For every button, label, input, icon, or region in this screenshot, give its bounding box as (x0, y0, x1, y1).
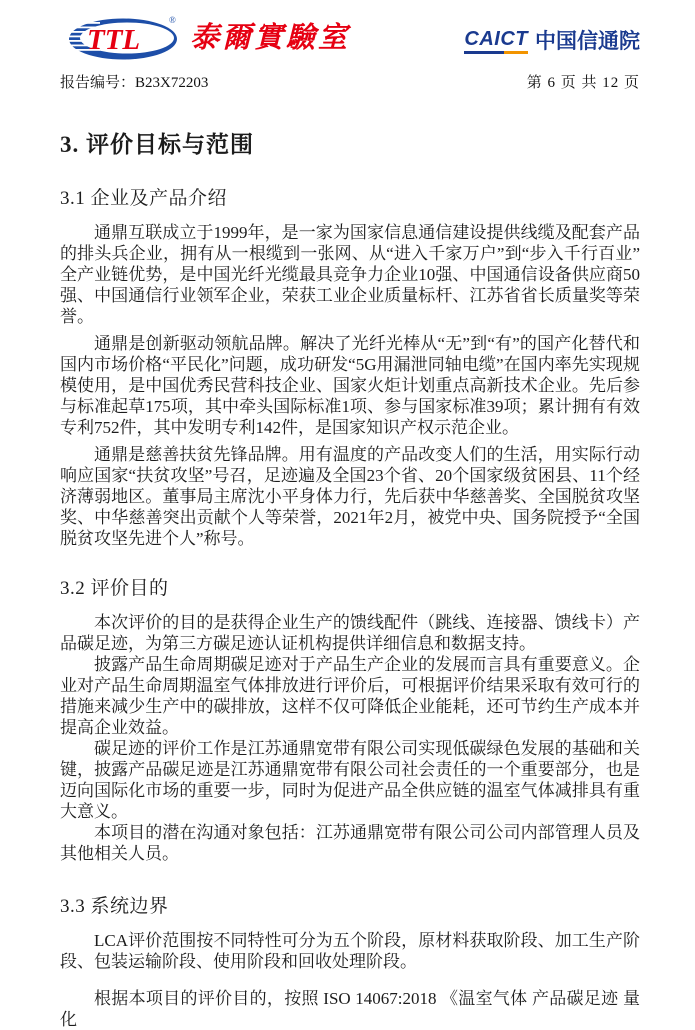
paragraph: 通鼎是创新驱动领航品牌。解决了光纤光棒从“无”到“有”的国产化替代和国内市场价格“平民化”问题，成功研发“5G用漏泄同轴电缆”在国内率先实现规模使用，是中国优秀民营科技企业、国家火炬计划重点高新技术企业。先后参与标准起草175项，其中牵头国际标准1项、参与国家标准39项；累计拥有有效专利752件，其中发明专利142件，是国家知识产权示范企业。 (60, 334, 640, 437)
ttl-logo-icon (66, 15, 188, 61)
section-3-1-paragraphs (60, 222, 640, 549)
section-3-title: 3. 评价目标与范围 (60, 132, 254, 157)
section-3-3-title: 3.3 系统边界 (60, 896, 169, 917)
paragraph: 本次评价的目的是获得企业生产的馈线配件（跳线、连接器、馈线卡）产品碳足迹，为第三方碳足迹认证机构提供详细信息和数据支持。 (60, 613, 640, 653)
paragraph: LCA评价范围按不同特性可分为五个阶段，原材料获取阶段、加工生产阶段、包装运输阶段、使用阶段和回收处理阶段。 (60, 931, 640, 971)
paragraph: 通鼎是慈善扶贫先锋品牌。用有温度的产品改变人们的生活，用实际行动响应国家“扶贫攻坚”号召，足迹遍及全国23个省、20个国家级贫困县、11个经济薄弱地区。董事局主席沈小平身体力行，先后获中华慈善奖、全国脱贫攻坚奖、中华慈善突出贡献个人等荣誉，2021年2月，被党中央、国务院授予“全国脱贫攻坚先进个人”称号。 (60, 445, 640, 548)
section-3-3-paragraphs (60, 930, 640, 1030)
report-number: 报告编号：B23X72203 (60, 75, 209, 91)
page-indicator: 第 6 页 共 12 页 (526, 75, 640, 91)
report-body (60, 126, 640, 1030)
ttl-logo-chinese-name: 泰爾實驗室 (190, 21, 351, 54)
caict-abbr-text: CAICT (464, 27, 528, 50)
logo-row (60, 14, 640, 62)
section-3-1-title: 3.1 企业及产品介绍 (60, 188, 228, 209)
section-3-2-title: 3.2 评价目的 (60, 578, 169, 599)
ttl-abbr-text: TTL (87, 24, 141, 56)
page-header (60, 14, 640, 92)
header-meta-row (60, 71, 640, 92)
paragraph: 本项目的潜在沟通对象包括：江苏通鼎宽带有限公司公司内部管理人员及其他相关人员。 (60, 823, 640, 863)
paragraph: 通鼎互联成立于1999年，是一家为国家信息通信建设提供线缆及配套产品的排头兵企业，拥有从一根缆到一张网、从“进入千家万户”到“步入千行百业”全产业链优势，是中国光纤光缆最具竞争力企业10强、中国通信设备供应商50强、中国通信行业领军企业，荣获工业企业质量标杆、江苏省省长质量奖等荣誉。 (60, 223, 640, 326)
caict-chinese-name: 中国信通院 (535, 29, 640, 53)
caict-abbr-block (464, 29, 528, 54)
caict-logo (464, 29, 640, 54)
caict-underline-blue (464, 51, 503, 54)
caict-underline-icon (464, 51, 528, 54)
paragraph: 根据本项目的评价目的，按照 ISO 14067:2018 《温室气体 产品碳足迹 量化 (60, 989, 640, 1029)
section-3-2-paragraphs (60, 612, 640, 864)
registered-mark-icon: ® (169, 15, 176, 25)
caict-underline-orange (504, 51, 528, 54)
paragraph: 披露产品生命周期碳足迹对于产品生产企业的发展而言具有重要意义。企业对产品生命周期温室气体排放进行评价后，可根据评价结果采取有效可行的措施来减少生产中的碳排放，这样不仅可降低企业能耗，还可节约生产成本并提高企业效益。 (60, 655, 640, 737)
ttl-lab-logo (66, 15, 350, 61)
paragraph: 碳足迹的评价工作是江苏通鼎宽带有限公司实现低碳绿色发展的基础和关键，披露产品碳足迹是江苏通鼎宽带有限公司社会责任的一个重要部分，也是迈向国际化市场的重要一步，同时为促进产品全供应链的温室气体减排具有重大意义。 (60, 739, 640, 821)
